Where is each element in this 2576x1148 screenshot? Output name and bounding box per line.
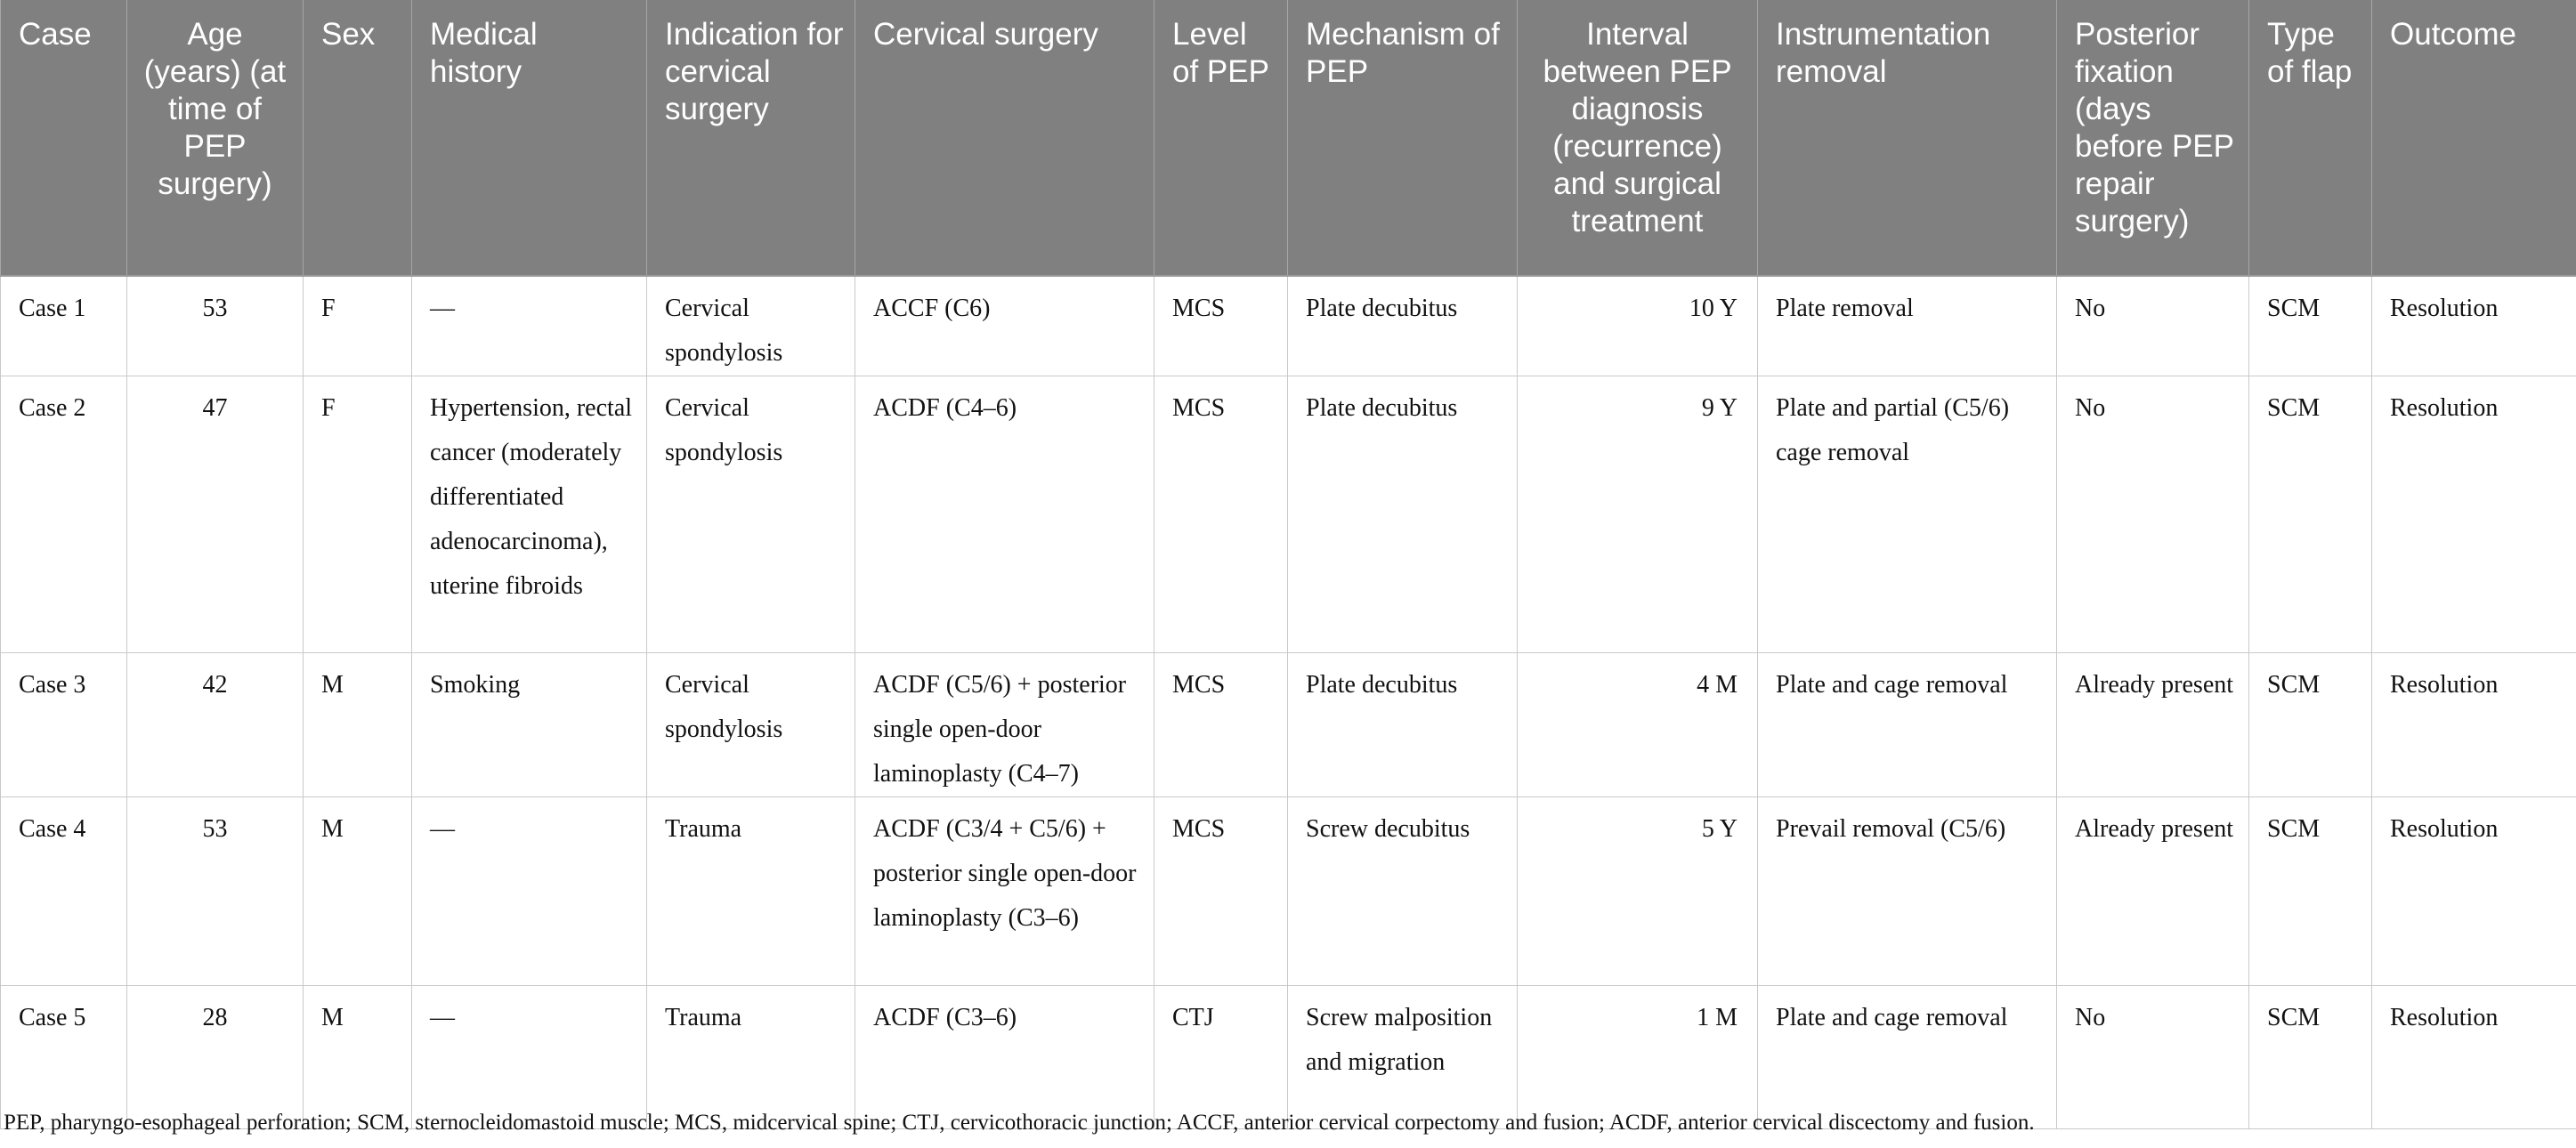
cell-cervical-surgery: ACDF (C3/4 + C5/6) + posterior single open-door laminoplasty (C3–6) (855, 797, 1154, 986)
cell-mechanism: Plate decubitus (1288, 653, 1518, 797)
cell-mechanism: Plate decubitus (1288, 376, 1518, 653)
table-row (1, 653, 2576, 797)
header-type-of-flap: Type of flap (2249, 0, 2372, 276)
cell-level-of-pep: MCS (1154, 376, 1288, 653)
cell-case: Case 4 (1, 797, 127, 986)
cell-medical-history: — (412, 276, 647, 376)
table-row (1, 376, 2576, 653)
cell-instrumentation-removal: Plate and partial (C5/6) cage removal (1758, 376, 2057, 653)
cell-medical-history: — (412, 986, 647, 1129)
cell-type-of-flap: SCM (2249, 986, 2372, 1129)
cell-sex: M (304, 986, 412, 1129)
cell-outcome: Resolution (2372, 276, 2576, 376)
cell-age: 42 (127, 653, 304, 797)
cell-outcome: Resolution (2372, 653, 2576, 797)
cell-cervical-surgery: ACDF (C3–6) (855, 986, 1154, 1129)
table-row (1, 797, 2576, 986)
header-level-of-pep: Level of PEP (1154, 0, 1288, 276)
header-sex: Sex (304, 0, 412, 276)
cell-medical-history: — (412, 797, 647, 986)
cell-level-of-pep: MCS (1154, 653, 1288, 797)
header-cervical-surgery: Cervical surgery (855, 0, 1154, 276)
table-footnote: PEP, pharyngo-esophageal perforation; SCM, sternocleidomastoid muscle; MCS, midcervical spine; CTJ, cervicothoracic junction; ACCF, anterior cervical corpectomy and fusion; ACDF, anterior cervical discectomy and fusion. (4, 1111, 2035, 1135)
cell-level-of-pep: MCS (1154, 276, 1288, 376)
cell-sex: M (304, 653, 412, 797)
cell-instrumentation-removal: Plate and cage removal (1758, 653, 2057, 797)
table-row (1, 986, 2576, 1129)
cell-sex: M (304, 797, 412, 986)
cell-case: Case 3 (1, 653, 127, 797)
header-indication: Indication for cervical surgery (647, 0, 855, 276)
cell-outcome: Resolution (2372, 797, 2576, 986)
cell-indication: Cervical spondylosis (647, 276, 855, 376)
cell-case: Case 1 (1, 276, 127, 376)
cell-outcome: Resolution (2372, 376, 2576, 653)
cell-posterior-fixation: No (2057, 376, 2249, 653)
cell-mechanism: Plate decubitus (1288, 276, 1518, 376)
table-row (1, 276, 2576, 376)
header-age: Age (years) (at time of PEP surgery) (127, 0, 304, 276)
cell-type-of-flap: SCM (2249, 376, 2372, 653)
cell-mechanism: Screw decubitus (1288, 797, 1518, 986)
header-medical-history: Medical history (412, 0, 647, 276)
cell-interval: 1 M (1518, 986, 1758, 1129)
cell-posterior-fixation: Already present (2057, 653, 2249, 797)
header-case: Case (1, 0, 127, 276)
cell-indication: Trauma (647, 797, 855, 986)
cell-instrumentation-removal: Plate removal (1758, 276, 2057, 376)
cell-cervical-surgery: ACCF (C6) (855, 276, 1154, 376)
cell-age: 28 (127, 986, 304, 1129)
cell-posterior-fixation: No (2057, 276, 2249, 376)
cell-age: 53 (127, 276, 304, 376)
cell-case: Case 2 (1, 376, 127, 653)
cell-age: 47 (127, 376, 304, 653)
cell-indication: Cervical spondylosis (647, 653, 855, 797)
cell-instrumentation-removal: Plate and cage removal (1758, 986, 2057, 1129)
cell-level-of-pep: CTJ (1154, 986, 1288, 1129)
cell-sex: F (304, 376, 412, 653)
cell-posterior-fixation: Already present (2057, 797, 2249, 986)
header-instrumentation-removal: Instrumentation removal (1758, 0, 2057, 276)
cell-outcome: Resolution (2372, 986, 2576, 1129)
header-row (1, 0, 2576, 276)
cell-type-of-flap: SCM (2249, 276, 2372, 376)
cell-cervical-surgery: ACDF (C4–6) (855, 376, 1154, 653)
cell-medical-history: Smoking (412, 653, 647, 797)
cell-interval: 5 Y (1518, 797, 1758, 986)
cell-indication: Cervical spondylosis (647, 376, 855, 653)
cell-instrumentation-removal: Prevail removal (C5/6) (1758, 797, 2057, 986)
header-outcome: Outcome (2372, 0, 2576, 276)
cell-cervical-surgery: ACDF (C5/6) + posterior single open-door laminoplasty (C4–7) (855, 653, 1154, 797)
cell-medical-history: Hypertension, rectal cancer (moderately differentiated adenocarcinoma), uterine fibroids (412, 376, 647, 653)
cell-mechanism: Screw malposition and migration (1288, 986, 1518, 1129)
header-posterior-fixation: Posterior fixation (days before PEP repair surgery) (2057, 0, 2249, 276)
cell-interval: 9 Y (1518, 376, 1758, 653)
cell-level-of-pep: MCS (1154, 797, 1288, 986)
cell-interval: 10 Y (1518, 276, 1758, 376)
cell-indication: Trauma (647, 986, 855, 1129)
cell-posterior-fixation: No (2057, 986, 2249, 1129)
cell-type-of-flap: SCM (2249, 653, 2372, 797)
cell-type-of-flap: SCM (2249, 797, 2372, 986)
cell-interval: 4 M (1518, 653, 1758, 797)
cell-case: Case 5 (1, 986, 127, 1129)
header-interval: Interval between PEP diagnosis (recurrence) and surgical treatment (1518, 0, 1758, 276)
cell-sex: F (304, 276, 412, 376)
cell-age: 53 (127, 797, 304, 986)
header-mechanism: Mechanism of PEP (1288, 0, 1518, 276)
